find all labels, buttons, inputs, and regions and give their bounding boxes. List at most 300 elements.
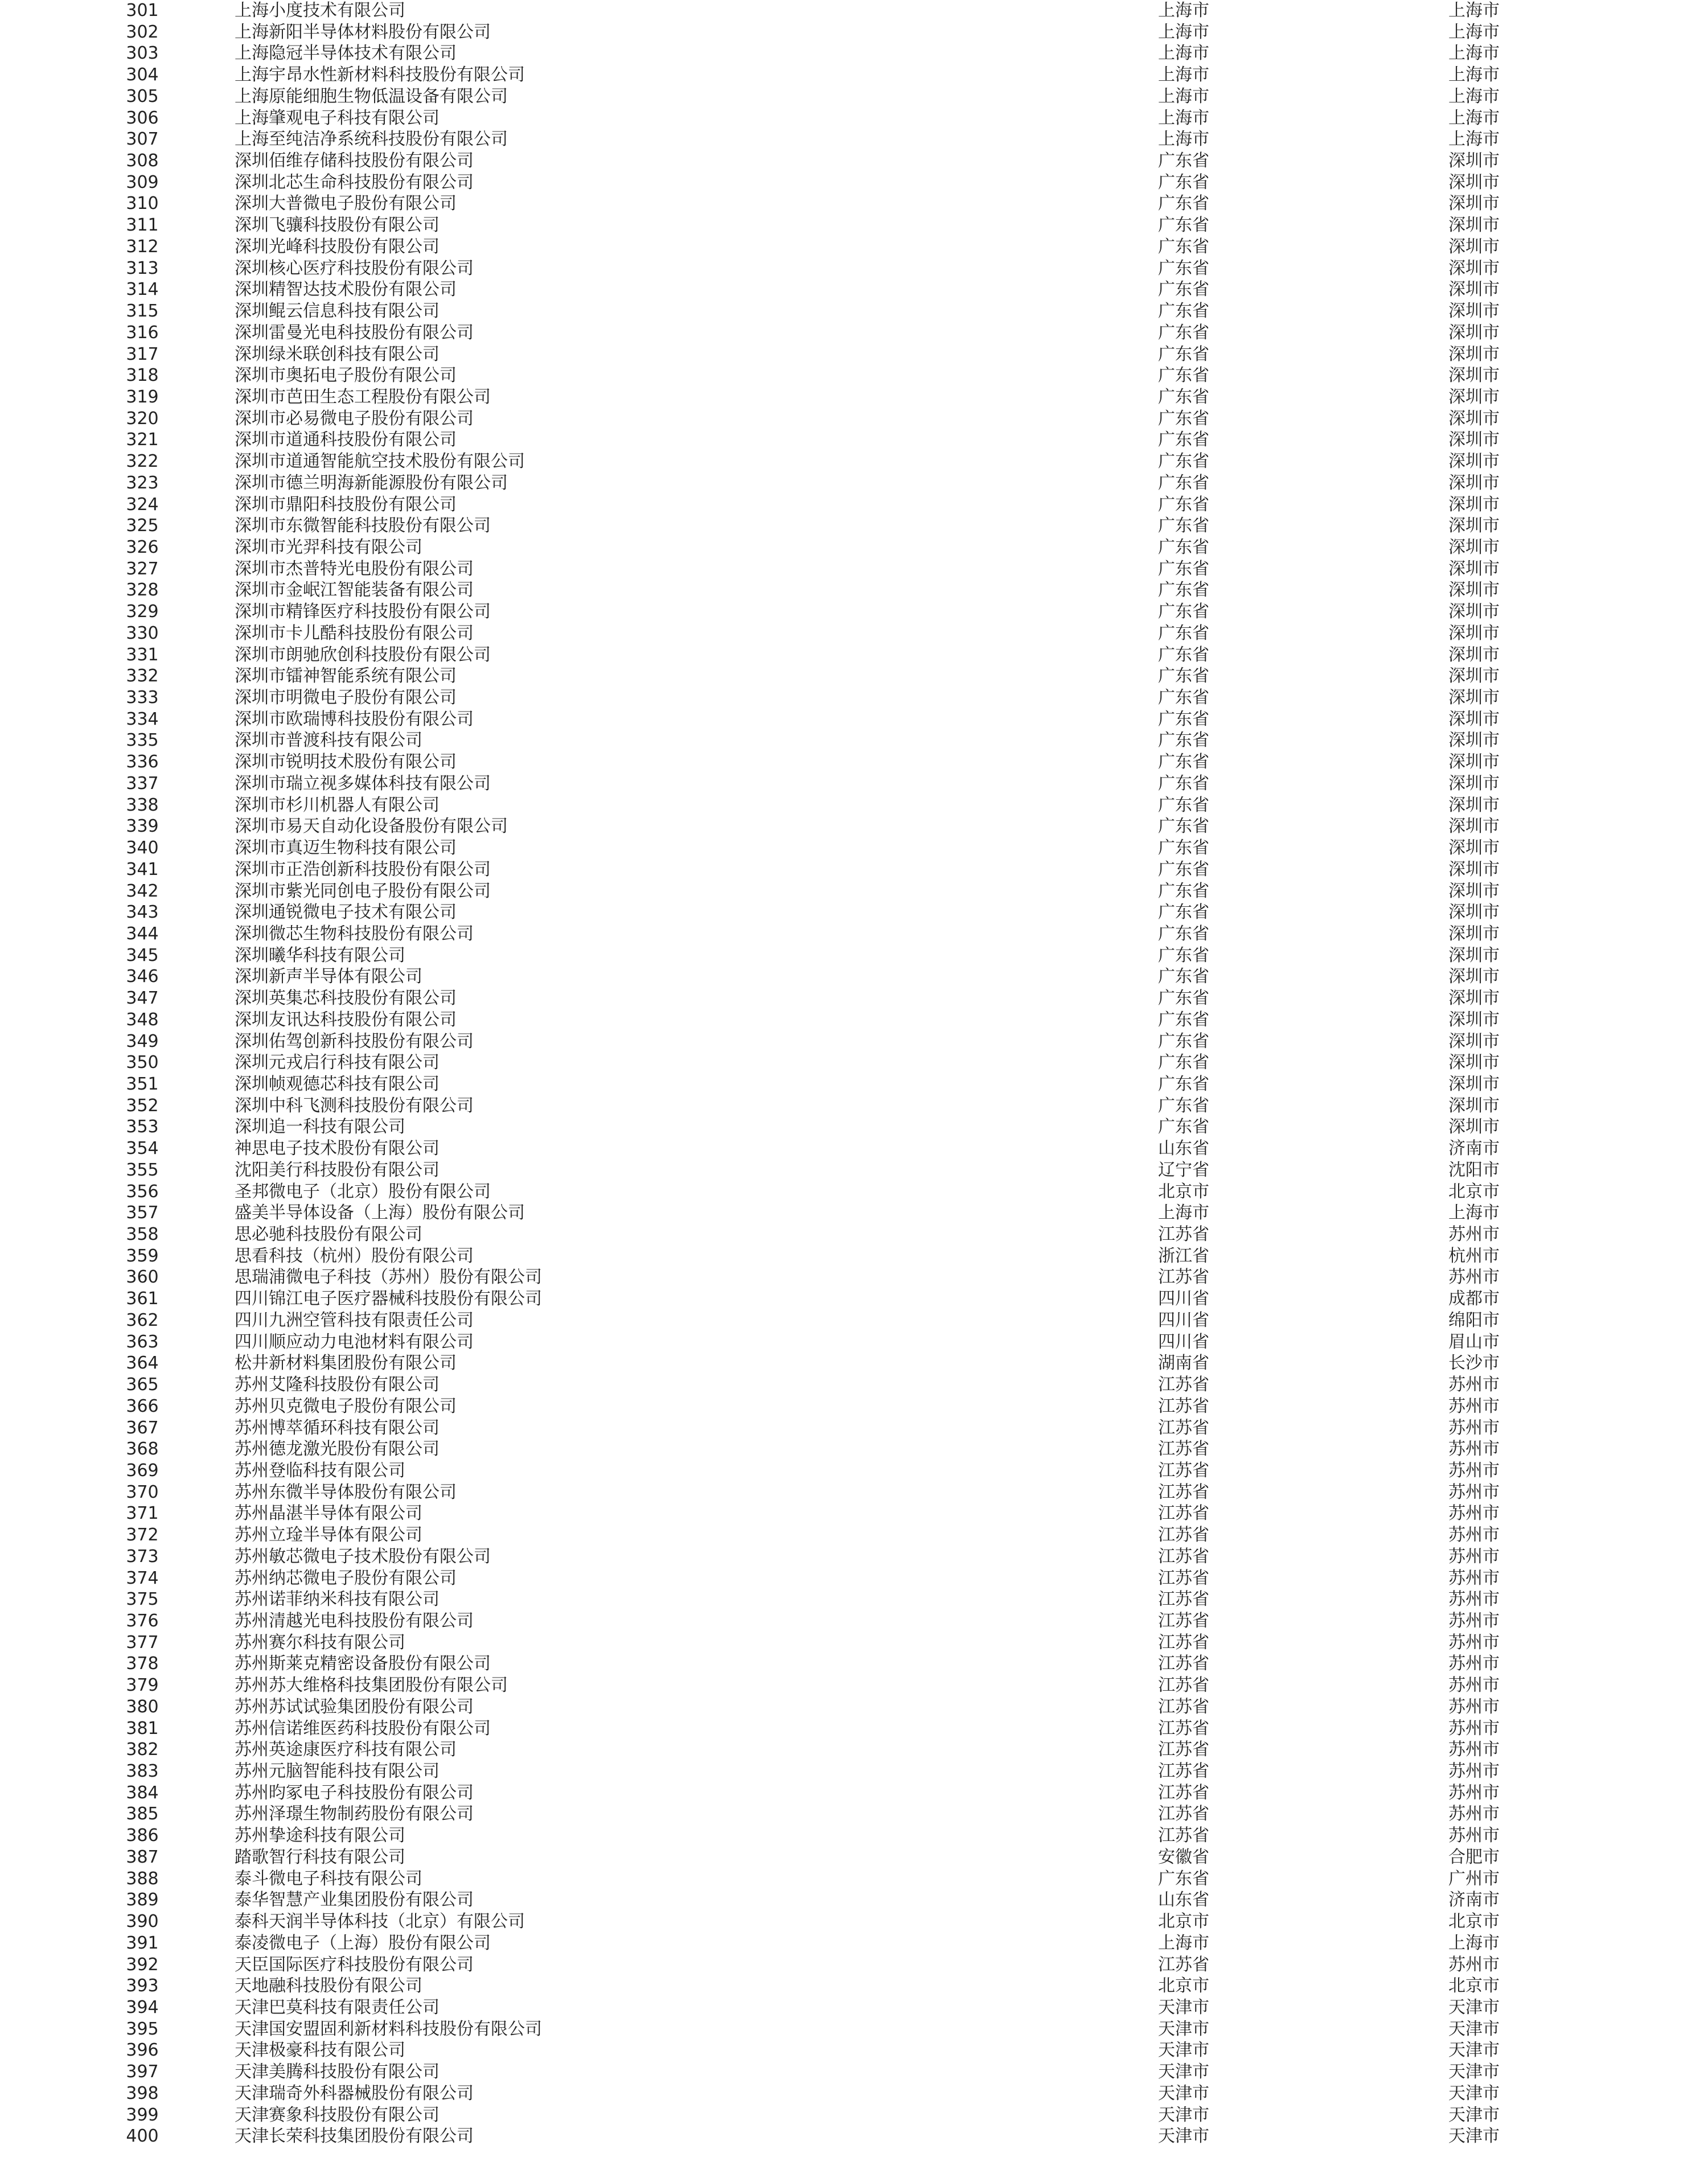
table-row — [0, 86, 1708, 108]
province: 江苏省 — [1158, 1804, 1209, 1824]
city: 深圳市 — [1448, 644, 1500, 665]
city: 苏州市 — [1448, 1525, 1500, 1546]
province: 江苏省 — [1158, 1782, 1209, 1803]
row-number: 315 — [126, 301, 159, 322]
table-row — [0, 1202, 1708, 1224]
row-number: 303 — [126, 43, 159, 64]
row-number: 348 — [126, 1009, 159, 1030]
city: 苏州市 — [1448, 1675, 1500, 1696]
table-row — [0, 1267, 1708, 1288]
city: 深圳市 — [1448, 558, 1500, 579]
province: 广东省 — [1158, 280, 1209, 300]
city: 深圳市 — [1448, 301, 1500, 322]
city: 苏州市 — [1448, 1654, 1500, 1674]
province: 山东省 — [1158, 1139, 1209, 1159]
row-number: 358 — [126, 1224, 159, 1245]
row-number: 396 — [126, 2040, 159, 2061]
table-row — [0, 472, 1708, 494]
province: 江苏省 — [1158, 1675, 1209, 1696]
city: 苏州市 — [1448, 1611, 1500, 1631]
row-number: 344 — [126, 923, 159, 944]
row-number: 323 — [126, 472, 159, 493]
city: 深圳市 — [1448, 408, 1500, 429]
province: 上海市 — [1158, 65, 1209, 85]
row-number: 369 — [126, 1460, 159, 1481]
province: 上海市 — [1158, 43, 1209, 64]
table-row — [0, 816, 1708, 837]
table-row — [0, 22, 1708, 43]
row-number: 376 — [126, 1611, 159, 1631]
table-row — [0, 1782, 1708, 1804]
company-name: 深圳元戎启行科技有限公司 — [235, 1053, 440, 1073]
company-name: 深圳市紫光同创电子股份有限公司 — [235, 881, 491, 901]
city: 广州市 — [1448, 1868, 1500, 1889]
table-row — [0, 429, 1708, 451]
row-number: 322 — [126, 451, 159, 472]
table-row — [0, 215, 1708, 236]
city: 深圳市 — [1448, 236, 1500, 257]
company-name: 天津巴莫科技有限责任公司 — [235, 1997, 440, 2017]
table-row — [0, 1954, 1708, 1976]
table-row — [0, 1653, 1708, 1675]
province: 广东省 — [1158, 967, 1209, 987]
province: 北京市 — [1158, 1976, 1209, 1996]
city: 天津市 — [1448, 2105, 1500, 2125]
province: 广东省 — [1158, 666, 1209, 687]
company-name: 深圳佑驾创新科技股份有限公司 — [235, 1031, 474, 1051]
row-number: 384 — [126, 1782, 159, 1803]
row-number: 333 — [126, 688, 159, 708]
city: 深圳市 — [1448, 602, 1500, 622]
table-row — [0, 1160, 1708, 1181]
row-number: 357 — [126, 1203, 159, 1223]
table-row — [0, 2019, 1708, 2040]
company-name: 深圳绿米联创科技有限公司 — [235, 344, 440, 364]
city: 北京市 — [1448, 1181, 1500, 1202]
province: 江苏省 — [1158, 1375, 1209, 1395]
province: 广东省 — [1158, 1074, 1209, 1094]
table-row — [0, 665, 1708, 687]
row-number: 390 — [126, 1912, 159, 1932]
table-row — [0, 1975, 1708, 1997]
row-number: 302 — [126, 22, 159, 42]
table-row — [0, 1739, 1708, 1761]
row-number: 360 — [126, 1267, 159, 1288]
company-name: 深圳鲲云信息科技有限公司 — [235, 301, 440, 322]
table-row — [0, 258, 1708, 280]
table-row — [0, 1009, 1708, 1031]
row-number: 327 — [126, 558, 159, 579]
city: 深圳市 — [1448, 1074, 1500, 1094]
row-number: 301 — [126, 1, 159, 20]
city: 苏州市 — [1448, 1761, 1500, 1782]
company-name: 苏州艾隆科技股份有限公司 — [235, 1375, 440, 1395]
province: 江苏省 — [1158, 1718, 1209, 1739]
row-number: 311 — [126, 215, 159, 236]
company-name: 苏州苏大维格科技集团股份有限公司 — [235, 1675, 508, 1696]
row-number: 398 — [126, 2083, 159, 2103]
table-row — [0, 751, 1708, 773]
row-number: 351 — [126, 1074, 159, 1094]
row-number: 355 — [126, 1160, 159, 1180]
company-name: 深圳市芭田生态工程股份有限公司 — [235, 387, 491, 407]
company-name: 泰凌微电子（上海）股份有限公司 — [235, 1933, 491, 1953]
row-number: 306 — [126, 108, 159, 128]
city: 苏州市 — [1448, 1503, 1500, 1524]
company-name: 思必驰科技股份有限公司 — [235, 1224, 422, 1245]
city: 深圳市 — [1448, 1009, 1500, 1030]
company-name: 苏州挚途科技有限公司 — [235, 1826, 405, 1846]
table-row — [0, 859, 1708, 881]
row-number: 362 — [126, 1310, 159, 1330]
table-row — [0, 988, 1708, 1009]
table-row — [0, 601, 1708, 623]
province: 广东省 — [1158, 730, 1209, 751]
city: 苏州市 — [1448, 1826, 1500, 1846]
city: 苏州市 — [1448, 1482, 1500, 1502]
table-row — [0, 795, 1708, 816]
row-number: 352 — [126, 1095, 159, 1116]
table-row — [0, 2040, 1708, 2061]
company-name: 苏州贝克微电子股份有限公司 — [235, 1396, 457, 1416]
company-name: 天津美腾科技股份有限公司 — [235, 2062, 440, 2082]
company-name: 深圳市欧瑞博科技股份有限公司 — [235, 709, 474, 729]
company-name: 思瑞浦微电子科技（苏州）股份有限公司 — [235, 1267, 542, 1288]
city: 深圳市 — [1448, 902, 1500, 923]
row-number: 337 — [126, 773, 159, 794]
company-name: 思看科技（杭州）股份有限公司 — [235, 1246, 474, 1266]
province: 江苏省 — [1158, 1525, 1209, 1546]
city: 苏州市 — [1448, 1740, 1500, 1760]
row-number: 359 — [126, 1246, 159, 1266]
city: 苏州市 — [1448, 1696, 1500, 1717]
table-row — [0, 730, 1708, 751]
row-number: 335 — [126, 730, 159, 751]
city: 深圳市 — [1448, 151, 1500, 171]
table-row — [0, 1675, 1708, 1696]
row-number: 387 — [126, 1847, 159, 1867]
province: 江苏省 — [1158, 1396, 1209, 1416]
row-number: 305 — [126, 86, 159, 106]
city: 深圳市 — [1448, 816, 1500, 837]
province: 辽宁省 — [1158, 1160, 1209, 1180]
company-name: 上海新阳半导体材料股份有限公司 — [235, 22, 491, 42]
table-row — [0, 687, 1708, 709]
row-number: 326 — [126, 537, 159, 557]
row-number: 375 — [126, 1589, 159, 1610]
province: 广东省 — [1158, 151, 1209, 171]
city: 深圳市 — [1448, 730, 1500, 751]
company-name: 四川锦江电子医疗器械科技股份有限公司 — [235, 1289, 542, 1309]
city: 深圳市 — [1448, 881, 1500, 901]
company-name: 泰科天润半导体科技（北京）有限公司 — [235, 1912, 525, 1932]
province: 广东省 — [1158, 838, 1209, 858]
city: 天津市 — [1448, 2126, 1500, 2147]
city: 苏州市 — [1448, 1417, 1500, 1438]
row-number: 343 — [126, 902, 159, 923]
table-row — [0, 2083, 1708, 2105]
company-name: 苏州泽璟生物制药股份有限公司 — [235, 1804, 474, 1824]
province: 广东省 — [1158, 322, 1209, 343]
city: 深圳市 — [1448, 838, 1500, 858]
table-row — [0, 236, 1708, 258]
city: 苏州市 — [1448, 1267, 1500, 1288]
table-row — [0, 1524, 1708, 1546]
province: 广东省 — [1158, 752, 1209, 772]
province: 山东省 — [1158, 1890, 1209, 1910]
city: 深圳市 — [1448, 666, 1500, 687]
company-name: 深圳通锐微电子技术有限公司 — [235, 902, 457, 923]
province: 广东省 — [1158, 301, 1209, 322]
table-row — [0, 2061, 1708, 2083]
province: 广东省 — [1158, 602, 1209, 622]
company-name: 深圳市奥拓电子股份有限公司 — [235, 365, 457, 386]
company-name: 深圳核心医疗科技股份有限公司 — [235, 258, 474, 278]
province: 广东省 — [1158, 494, 1209, 515]
table-row — [0, 1224, 1708, 1246]
city: 苏州市 — [1448, 1804, 1500, 1824]
company-name: 深圳市金岷江智能装备有限公司 — [235, 580, 474, 601]
company-name: 四川顺应动力电池材料有限公司 — [235, 1331, 474, 1352]
row-number: 374 — [126, 1568, 159, 1588]
city: 深圳市 — [1448, 172, 1500, 192]
city: 北京市 — [1448, 1976, 1500, 1996]
province: 广东省 — [1158, 344, 1209, 364]
company-name: 天津赛象科技股份有限公司 — [235, 2105, 440, 2125]
table-row — [0, 580, 1708, 601]
province: 广东省 — [1158, 1031, 1209, 1051]
table-row — [0, 1116, 1708, 1138]
city: 深圳市 — [1448, 494, 1500, 515]
table-row — [0, 1889, 1708, 1911]
table-row — [0, 301, 1708, 322]
province: 上海市 — [1158, 108, 1209, 128]
city: 绵阳市 — [1448, 1310, 1500, 1330]
city: 天津市 — [1448, 2040, 1500, 2061]
row-number: 363 — [126, 1331, 159, 1352]
company-name: 苏州德龙激光股份有限公司 — [235, 1439, 440, 1460]
row-number: 346 — [126, 967, 159, 987]
row-number: 308 — [126, 151, 159, 171]
row-number: 389 — [126, 1890, 159, 1910]
row-number: 324 — [126, 494, 159, 515]
row-number: 399 — [126, 2105, 159, 2125]
city: 深圳市 — [1448, 365, 1500, 386]
city: 深圳市 — [1448, 1031, 1500, 1051]
row-number: 316 — [126, 322, 159, 343]
row-number: 339 — [126, 816, 159, 837]
province: 北京市 — [1158, 1181, 1209, 1202]
row-number: 383 — [126, 1761, 159, 1782]
company-name: 深圳精智达技术股份有限公司 — [235, 280, 457, 300]
row-number: 385 — [126, 1804, 159, 1824]
table-row — [0, 387, 1708, 408]
province: 湖南省 — [1158, 1353, 1209, 1374]
city: 成都市 — [1448, 1289, 1500, 1309]
table-row — [0, 344, 1708, 365]
city: 深圳市 — [1448, 194, 1500, 214]
company-name: 深圳市杉川机器人有限公司 — [235, 795, 440, 815]
province: 广东省 — [1158, 1053, 1209, 1073]
city: 深圳市 — [1448, 580, 1500, 601]
company-name: 上海隐冠半导体技术有限公司 — [235, 43, 457, 64]
city: 深圳市 — [1448, 1117, 1500, 1137]
city: 苏州市 — [1448, 1460, 1500, 1481]
row-number: 366 — [126, 1396, 159, 1416]
province: 江苏省 — [1158, 1460, 1209, 1481]
table-row — [0, 129, 1708, 150]
province: 广东省 — [1158, 236, 1209, 257]
company-name: 深圳市镭神智能系统有限公司 — [235, 666, 457, 687]
city: 深圳市 — [1448, 859, 1500, 879]
row-number: 334 — [126, 709, 159, 729]
row-number: 347 — [126, 988, 159, 1009]
table-row — [0, 966, 1708, 988]
province: 北京市 — [1158, 1912, 1209, 1932]
city: 合肥市 — [1448, 1847, 1500, 1867]
row-number: 353 — [126, 1117, 159, 1137]
city: 深圳市 — [1448, 1053, 1500, 1073]
table-row — [0, 1589, 1708, 1610]
province: 四川省 — [1158, 1310, 1209, 1330]
city: 天津市 — [1448, 2062, 1500, 2082]
row-number: 329 — [126, 602, 159, 622]
city: 深圳市 — [1448, 344, 1500, 364]
city: 天津市 — [1448, 1997, 1500, 2017]
table-row — [0, 623, 1708, 644]
province: 广东省 — [1158, 537, 1209, 557]
table-row — [0, 558, 1708, 580]
table-row — [0, 1246, 1708, 1267]
table-row — [0, 279, 1708, 301]
table-row — [0, 923, 1708, 945]
province: 广东省 — [1158, 709, 1209, 729]
province: 广东省 — [1158, 1009, 1209, 1030]
company-name: 天津国安盟固利新材料科技股份有限公司 — [235, 2019, 542, 2039]
table-row — [0, 537, 1708, 558]
province: 广东省 — [1158, 1117, 1209, 1137]
company-name: 深圳帧观德芯科技有限公司 — [235, 1074, 440, 1094]
company-name: 上海小度技术有限公司 — [235, 1, 405, 20]
company-name: 深圳市德兰明海新能源股份有限公司 — [235, 472, 508, 493]
company-name: 深圳市东微智能科技股份有限公司 — [235, 516, 491, 536]
province: 天津市 — [1158, 2105, 1209, 2125]
table-row — [0, 945, 1708, 967]
province: 江苏省 — [1158, 1224, 1209, 1245]
province: 广东省 — [1158, 902, 1209, 923]
city: 深圳市 — [1448, 516, 1500, 536]
company-name: 苏州赛尔科技有限公司 — [235, 1632, 405, 1653]
table-row — [0, 1503, 1708, 1524]
province: 广东省 — [1158, 923, 1209, 944]
row-number: 373 — [126, 1546, 159, 1567]
province: 天津市 — [1158, 2126, 1209, 2147]
city: 深圳市 — [1448, 752, 1500, 772]
province: 上海市 — [1158, 1933, 1209, 1953]
province: 江苏省 — [1158, 1954, 1209, 1975]
city: 深圳市 — [1448, 387, 1500, 407]
row-number: 325 — [126, 516, 159, 536]
table-row — [0, 1374, 1708, 1396]
table-row — [0, 193, 1708, 215]
row-number: 379 — [126, 1675, 159, 1696]
province: 江苏省 — [1158, 1654, 1209, 1674]
table-row — [0, 43, 1708, 64]
company-name: 深圳光峰科技股份有限公司 — [235, 236, 440, 257]
province: 上海市 — [1158, 1203, 1209, 1223]
company-name: 上海至纯洁净系统科技股份有限公司 — [235, 129, 508, 150]
city: 深圳市 — [1448, 472, 1500, 493]
company-name: 深圳市精锋医疗科技股份有限公司 — [235, 602, 491, 622]
row-number: 386 — [126, 1826, 159, 1846]
table-row — [0, 1138, 1708, 1160]
row-number: 394 — [126, 1997, 159, 2017]
table-row — [0, 150, 1708, 172]
company-name: 天津长荣科技集团股份有限公司 — [235, 2126, 474, 2147]
province: 江苏省 — [1158, 1482, 1209, 1502]
row-number: 309 — [126, 172, 159, 192]
table-row — [0, 1696, 1708, 1718]
row-number: 321 — [126, 430, 159, 450]
company-name: 深圳市光羿科技有限公司 — [235, 537, 422, 557]
company-name: 苏州斯莱克精密设备股份有限公司 — [235, 1654, 491, 1674]
company-name: 深圳市卡儿酷科技股份有限公司 — [235, 623, 474, 643]
city: 上海市 — [1448, 108, 1500, 128]
province: 天津市 — [1158, 2062, 1209, 2082]
province: 广东省 — [1158, 688, 1209, 708]
company-name: 深圳追一科技有限公司 — [235, 1117, 405, 1137]
province: 广东省 — [1158, 172, 1209, 192]
company-name: 深圳英集芯科技股份有限公司 — [235, 988, 457, 1009]
city: 长沙市 — [1448, 1353, 1500, 1374]
province: 广东省 — [1158, 194, 1209, 214]
row-number: 338 — [126, 795, 159, 815]
table-row — [0, 1803, 1708, 1825]
table-row — [0, 515, 1708, 537]
company-name: 深圳大普微电子股份有限公司 — [235, 194, 457, 214]
city: 深圳市 — [1448, 430, 1500, 450]
row-number: 400 — [126, 2126, 159, 2147]
table-row — [0, 322, 1708, 344]
company-name: 苏州元脑智能科技有限公司 — [235, 1761, 440, 1782]
row-number: 317 — [126, 344, 159, 364]
province: 广东省 — [1158, 516, 1209, 536]
company-name: 苏州登临科技有限公司 — [235, 1460, 405, 1481]
table-row — [0, 644, 1708, 666]
company-name: 深圳市杰普特光电股份有限公司 — [235, 558, 474, 579]
row-number: 370 — [126, 1482, 159, 1502]
company-name: 苏州苏试试验集团股份有限公司 — [235, 1696, 474, 1717]
company-name: 深圳市易天自动化设备股份有限公司 — [235, 816, 508, 837]
table-row — [0, 1868, 1708, 1890]
company-name: 深圳市道通科技股份有限公司 — [235, 430, 457, 450]
row-number: 393 — [126, 1976, 159, 1996]
table-row — [0, 1933, 1708, 1954]
row-number: 367 — [126, 1417, 159, 1438]
company-name: 四川九洲空管科技有限责任公司 — [235, 1310, 474, 1330]
table-row — [0, 1331, 1708, 1353]
table-row — [0, 1074, 1708, 1095]
row-number: 328 — [126, 580, 159, 601]
province: 江苏省 — [1158, 1546, 1209, 1567]
city: 深圳市 — [1448, 773, 1500, 794]
table-row — [0, 1632, 1708, 1654]
company-name: 泰华智慧产业集团股份有限公司 — [235, 1890, 474, 1910]
row-number: 365 — [126, 1375, 159, 1395]
province: 四川省 — [1158, 1331, 1209, 1352]
province: 广东省 — [1158, 580, 1209, 601]
row-number: 336 — [126, 752, 159, 772]
